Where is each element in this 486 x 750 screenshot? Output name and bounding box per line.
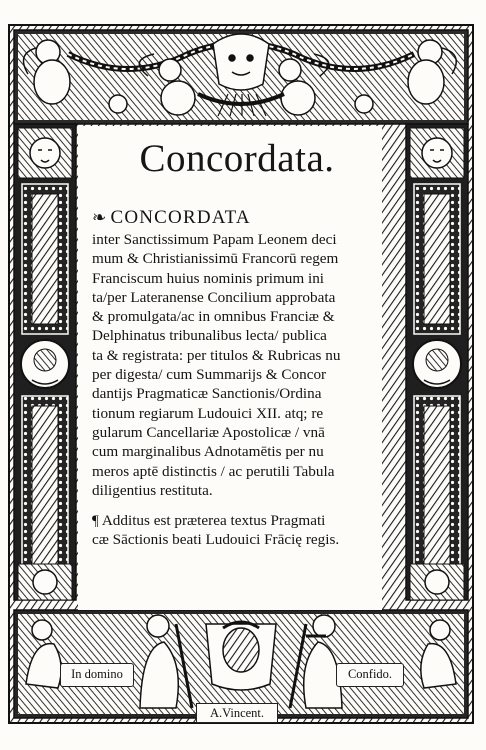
addendum-line: cæ Sāctionis beati Ludouici Frācię regis. <box>92 531 340 549</box>
text-line: meros aptē distinctis / ac perutili Tabula <box>92 462 335 480</box>
right-pillar <box>406 124 468 600</box>
text-line: ta/per Lateranense Concilium approbata <box>92 288 336 306</box>
motto-scroll-right: Confido. <box>336 663 404 687</box>
text-line: Franciscum huius nominis primum ini <box>92 269 325 287</box>
left-pillar <box>14 124 76 600</box>
text-line: gularum Cancellariæ Apostolicæ / vnā <box>92 423 325 441</box>
text-line: ta & registrata: per titulos & Rubricas nu <box>92 346 341 364</box>
text-line: & promulgata/ac in omnibus Franciæ & <box>92 308 335 326</box>
text-line: per digesta/ cum Summarijs & Concor <box>92 366 327 384</box>
text-line: mum & Christianissimū Francorū regem <box>92 250 339 268</box>
text-line: tionum regiarum Ludouici XII. atq; re <box>92 404 324 422</box>
addendum-line: ¶ Additus est præterea textus Pragmati <box>92 512 326 530</box>
motto-scroll-left: In domino <box>60 663 134 687</box>
text-line: cum marginalibus Adnotamētis per nu <box>92 443 324 461</box>
heading-text: CONCORDATA <box>110 207 251 228</box>
text-line: diligentius restituta. <box>92 481 213 499</box>
text-line: inter Sanctissimum Papam Leonem deci <box>92 231 337 248</box>
printer-signature: A.Vincent. <box>196 703 278 723</box>
page-title: Concordata. <box>139 137 335 180</box>
addendum <box>92 511 384 550</box>
text-line: Delphinatus tribunalibus lecta/ publica <box>92 327 327 345</box>
heading-line <box>92 207 384 229</box>
text-line: dantijs Pragmaticæ Sanctionis/Ordina <box>92 385 322 403</box>
top-frieze <box>14 30 468 124</box>
fleuron-icon: ❧ <box>92 208 108 227</box>
title-text-block <box>92 207 384 550</box>
